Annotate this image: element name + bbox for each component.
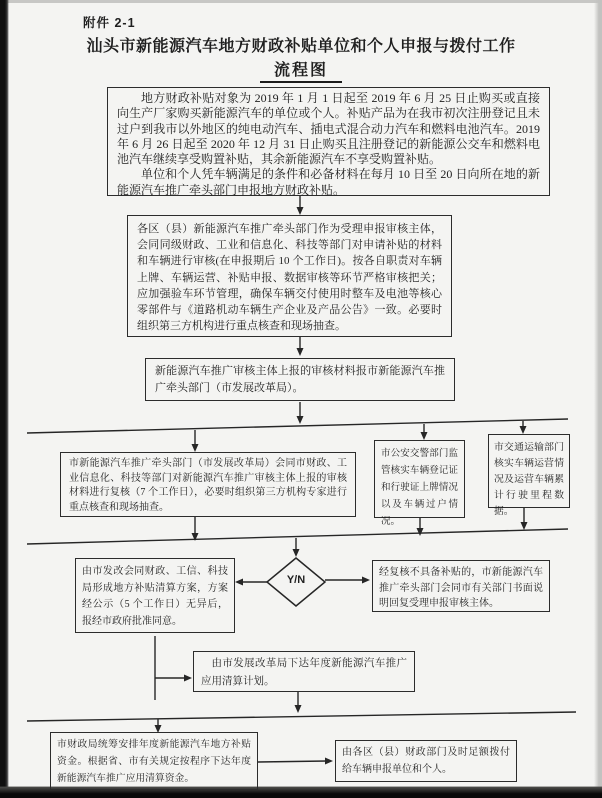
district-review-text: 各区（县）新能源汽车推广牵头部门作为受理申报审核主体，会同同级财政、工业和信息化、科技等部门对申请补贴的材料和车辆进行审核(在申报期后 10 个工作日)。按各自职责对车辆上牌、车辆运营、补贴申报、数据审核等环节严格审核把关；应加强验车环节管理，确保车辆交付使用时整车及电池等核心零部件与《道路机动车辆生产企业及产品公告》一致。必要时组织第三方机构进行重点核查和现场抽查。 [137, 223, 442, 333]
flow-box-report-to-city [145, 358, 455, 401]
flow-box-police-check [374, 440, 465, 527]
flow-box-district-review [127, 215, 452, 337]
report-to-city-text: 新能源汽车推广审核主体上报的审核材料报市新能源汽车推广牵头部门（市发展改革局）。 [155, 365, 445, 394]
flow-box-settlement-scheme [75, 558, 235, 633]
payout-text: 由各区（县）财政部门及时足额拨付给车辆申报单位和个人。 [342, 747, 510, 775]
decision-label: Y/N [286, 574, 306, 586]
intro-paragraph-2: 单位和个人凭车辆满足的条件和必备材料在每月 10 日至 20 日向所在地的新能源汽车推广牵头部门申报地方财政补贴。 [117, 167, 540, 197]
settlement-scheme-text: 由市发改会同财政、工信、科技局形成地方补贴清算方案，方案经公示（5 个工作日）无异后，报经市政府批准同意。 [82, 566, 228, 627]
arrow-line3-to-finance [155, 719, 162, 733]
arrow-fanout-to-police [421, 424, 428, 440]
flow-box-reject-reply [372, 560, 550, 612]
arrow-recheck-to-fanin [192, 517, 199, 541]
annual-plan-text: 由市发展改革局下达年度新能源汽车推广应用清算计划。 [201, 658, 407, 687]
flow-box-intro [107, 87, 550, 196]
transport-check-text: 市交通运输部门核实车辆运营情况及运营车辆累计行驶里程数据。 [494, 442, 564, 517]
flow-box-city-recheck [60, 452, 356, 517]
arrow-fanout-to-transport [520, 421, 527, 434]
arrow-fanin-to-decision [293, 538, 300, 557]
connector-scheme-to-plan [155, 636, 192, 700]
fanout-line [27, 419, 568, 433]
page-title-line1: 汕头市新能源汽车地方财政补贴单位和个人申报与拨付工作 [86, 38, 516, 55]
attachment-label: 附件 2-1 [83, 16, 136, 30]
finance-fund-text: 市财政局统筹安排年度新能源汽车地方补贴资金。根据省、市有关规定按程序下达年度新能源汽车推广应用清算资金。 [57, 739, 251, 784]
flow-box-payout [335, 740, 517, 782]
arrow-decision-to-reject [325, 577, 370, 584]
bottom-line [27, 712, 576, 721]
arrow-intro-to-district [297, 196, 304, 215]
reject-reply-text: 经复核不具备补贴的，市新能源汽车推广牵头部门会同市有关部门书面说明回复受理申报审核主体。 [379, 567, 543, 609]
arrow-report-to-fanout [297, 402, 304, 424]
city-recheck-text: 市新能源汽车推广牵头部门（市发展改革局）会同市财政、工业信息化、科技等部门对新能源汽车推广审核主体上报的审核材料进行复核（7 个工作日），必要时组织第三方机构专家进行重点核查和现场抽查。 [69, 458, 347, 513]
arrow-plan-to-line3 [295, 692, 302, 713]
flow-box-finance-fund [50, 732, 258, 790]
flow-box-annual-plan [193, 651, 415, 692]
arrow-district-to-report [297, 337, 304, 356]
fanin-line [27, 529, 568, 544]
arrow-finance-to-payout [258, 758, 333, 765]
intro-paragraph-1: 地方财政补贴对象为 2019 年 1 月 1 日起至 2019 年 6 月 25 日止购买或直接向生产厂家购买新能源汽车的单位或个人。补贴产品为在我市初次注册登记且未过户到我市以外地区的纯电动汽车、插电式混合动力汽车和燃料电池汽车。2019 年 6 月 26 日起至 2020 年 12 月 31 日止购买且注册登记的新能源公交车和燃料电池汽车继续享受购置补贴，其余新能源汽车不享受购置补贴。 [117, 91, 540, 167]
arrow-fanout-to-recheck [192, 430, 199, 452]
arrow-decision-to-scheme [235, 579, 267, 586]
page-title-line2: 流程图 [260, 57, 342, 83]
flow-box-transport-check [488, 434, 570, 517]
police-check-text: 市公安交警部门监管核实车辆登记证和行驶证上牌情况以及车辆过户情况。 [381, 449, 458, 527]
